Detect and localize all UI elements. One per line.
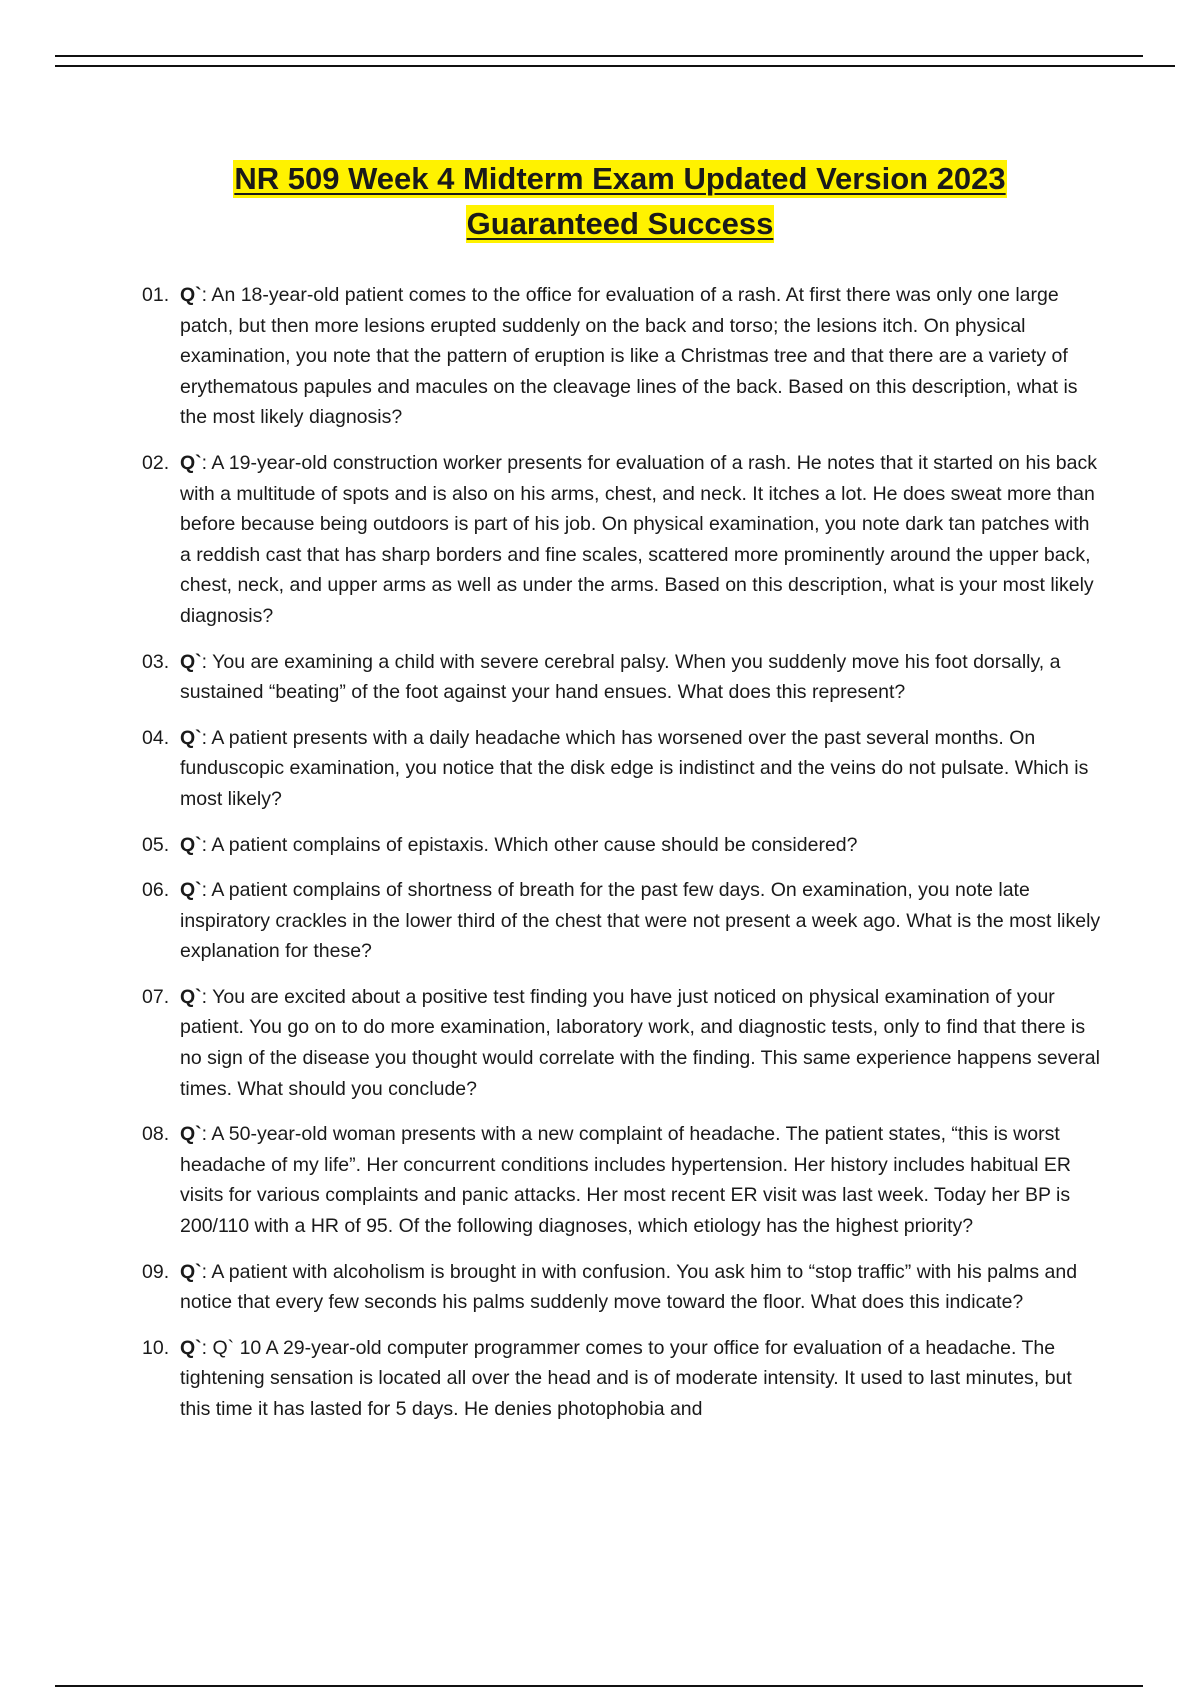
question-number: 02. <box>142 451 170 474</box>
question-number: 04. <box>142 726 170 749</box>
question-item <box>142 723 1102 815</box>
top-rule-upper <box>55 55 1143 57</box>
question-item <box>142 448 1102 632</box>
question-item <box>142 875 1102 967</box>
question-tag: Q` <box>180 726 202 749</box>
question-item <box>142 982 1102 1104</box>
question-item <box>142 1119 1102 1241</box>
top-rule-lower <box>55 65 1175 67</box>
question-tag: Q` <box>180 985 202 1008</box>
question-list <box>142 280 1102 1440</box>
question-text: : A patient with alcoholism is brought in with confusion. You ask him to “stop traffic” with his palms and notice that every few seconds his palms suddenly move toward the floor. What does this indicate? <box>180 1260 1078 1314</box>
question-number: 07. <box>142 985 170 1008</box>
question-item <box>142 1257 1102 1318</box>
question-number: 09. <box>142 1260 170 1283</box>
question-text: : A 50-year-old woman presents with a new complaint of headache. The patient states, “this is worst headache of my life”. Her concurrent conditions includes hypertension. Her history includes habitual ER visits for various complaints and panic attacks. Her most recent ER visit was last week. Today her BP is 200/110 with a HR of 95. Of the following diagnoses, which etiology has the highest priority? <box>180 1123 1071 1238</box>
question-tag: Q` <box>180 879 202 902</box>
question-number: 05. <box>142 833 170 856</box>
question-text: : An 18-year-old patient comes to the office for evaluation of a rash. At first there was only one large patch, but then more lesions erupted suddenly on the back and torso; the lesions itch. On physical examination, you note that the pattern of eruption is like a Christmas tree and that there are a variety of erythematous papules and macules on the cleavage lines of the back. Based on this description, what is the most likely diagnosis? <box>180 284 1078 429</box>
question-number: 08. <box>142 1123 170 1146</box>
question-item <box>142 830 1102 861</box>
question-tag: Q` <box>180 451 202 474</box>
question-tag: Q` <box>180 1123 202 1146</box>
question-tag: Q` <box>180 1336 202 1359</box>
question-number: 01. <box>142 284 170 306</box>
question-tag: Q` <box>180 1260 202 1283</box>
document-title <box>0 160 1200 250</box>
bottom-rule <box>55 1685 1143 1687</box>
question-item <box>142 1333 1102 1425</box>
question-tag: Q` <box>180 833 202 856</box>
title-line-1: NR 509 Week 4 Midterm Exam Updated Version 2023 <box>234 161 1006 196</box>
question-text: : You are excited about a positive test finding you have just noticed on physical examination of your patient. You go on to do more examination, laboratory work, and diagnostic tests, only to find that there is no sign of the disease you thought would correlate with the finding. This same experience happens several times. What should you conclude? <box>180 985 1100 1100</box>
question-item <box>142 280 1102 433</box>
question-number: 10. <box>142 1336 170 1359</box>
question-number: 06. <box>142 879 170 902</box>
question-text: : A patient presents with a daily headache which has worsened over the past several months. On funduscopic examination, you notice that the disk edge is indistinct and the veins do not pulsate. Which is most likely? <box>180 726 1089 810</box>
title-line-2: Guaranteed Success <box>466 206 774 241</box>
question-item <box>142 647 1102 708</box>
question-tag: Q` <box>180 284 202 306</box>
question-tag: Q` <box>180 650 202 673</box>
question-number: 03. <box>142 650 170 673</box>
question-text: : A patient complains of epistaxis. Which other cause should be considered? <box>201 833 858 856</box>
question-text: : You are examining a child with severe cerebral palsy. When you suddenly move his foot dorsally, a sustained “beating” of the foot against your hand ensues. What does this represent? <box>180 650 1061 704</box>
question-text: : Q` 10 A 29-year-old computer programmer comes to your office for evaluation of a headache. The tightening sensation is located all over the head and is of moderate intensity. It used to last minutes, but this time it has lasted for 5 days. He denies photophobia and <box>180 1336 1072 1420</box>
question-text: : A 19-year-old construction worker presents for evaluation of a rash. He notes that it started on his back with a multitude of spots and is also on his arms, chest, and neck. It itches a lot. He does sweat more than before because being outdoors is part of his job. On physical examination, you note dark tan patches with a reddish cast that has sharp borders and fine scales, scattered more prominently around the upper back, chest, neck, and upper arms as well as under the arms. Based on this description, what is your most likely diagnosis? <box>180 451 1097 627</box>
question-text: : A patient complains of shortness of breath for the past few days. On examination, you note late inspiratory crackles in the lower third of the chest that were not present a week ago. What is the most likely explanation for these? <box>180 879 1101 963</box>
